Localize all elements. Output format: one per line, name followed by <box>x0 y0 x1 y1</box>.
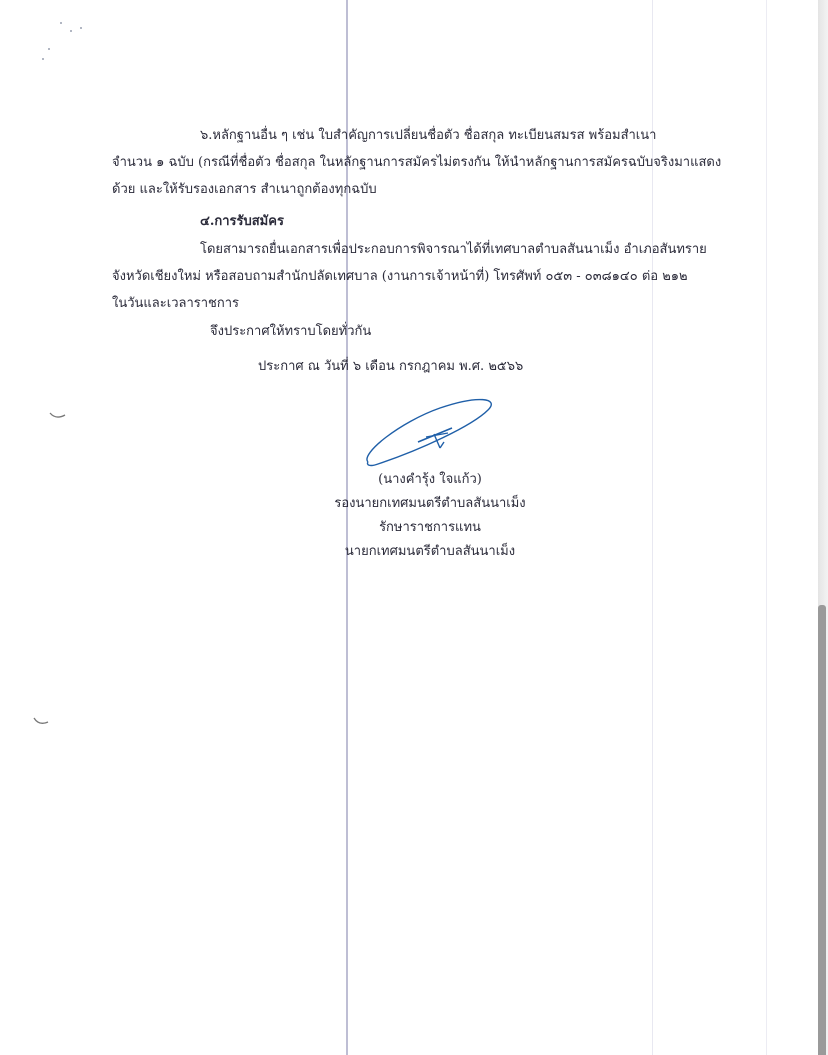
section-4-line: โดยสามารถยื่นเอกสารเพื่อประกอบการพิจารณาได้ที่เทศบาลตำบลสันนาเม็ง อำเภอสันทราย <box>200 242 707 257</box>
announcement-date: ประกาศ ณ วันที่ ๖ เดือน กรกฎาคม พ.ศ. ๒๕๖๖ <box>258 359 524 374</box>
scan-fold-line <box>766 0 767 1055</box>
signer-name: (นางคำรุ้ง ใจแก้ว) <box>378 472 482 487</box>
scan-speck <box>60 22 62 24</box>
scan-speck <box>42 58 44 60</box>
hole-punch-mark <box>48 410 68 422</box>
scan-speck <box>48 48 50 50</box>
section-4-paragraph <box>112 236 744 317</box>
signer-acting: รักษาราชการแทน <box>379 520 481 535</box>
item-6-line: จำนวน ๑ ฉบับ (กรณีที่ชื่อตัว ชื่อสกุล ในหลักฐานการสมัครไม่ตรงกัน ให้นำหลักฐานการสมัครฉบับจริงมาแสดง <box>112 155 722 170</box>
announcement-text: จึงประกาศให้ทราบโดยทั่วกัน <box>210 324 372 339</box>
item-6-paragraph <box>112 122 744 203</box>
section-4-line: ในวันและเวลาราชการ <box>112 296 240 311</box>
signer-title: รองนายกเทศมนตรีตำบลสันนาเม็ง <box>334 496 526 511</box>
signer-office: นายกเทศมนตรีตำบลสันนาเม็ง <box>344 544 516 559</box>
section-4-heading: ๔.การรับสมัคร <box>200 214 284 229</box>
scrollbar-thumb[interactable] <box>818 605 826 1055</box>
section-4-line: จังหวัดเชียงใหม่ หรือสอบถามสำนักปลัดเทศบาล (งานการเจ้าหน้าที่) โทรศัพท์ ๐๕๓ - ๐๓๘๑๔๐ ต่อ ๒๑๒ <box>112 269 688 284</box>
signature-image <box>360 392 500 472</box>
item-6-line: ๖.หลักฐานอื่น ๆ เช่น ใบสำคัญการเปลี่ยนชื่อตัว ชื่อสกุล ทะเบียนสมรส พร้อมสำเนา <box>200 128 657 143</box>
scan-speck <box>80 27 82 29</box>
item-6-line: ด้วย และให้รับรองเอกสาร สำเนาถูกต้องทุกฉบับ <box>112 182 377 197</box>
hole-punch-mark <box>32 716 52 728</box>
scan-speck <box>70 30 72 32</box>
